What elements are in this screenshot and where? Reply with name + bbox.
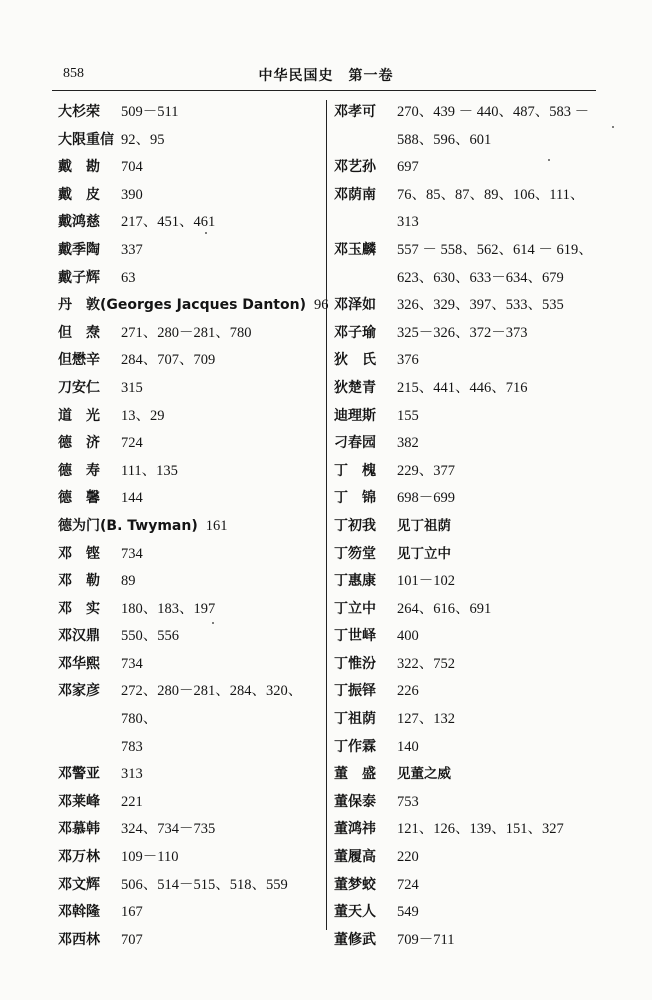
entry-pages: 220: [397, 849, 419, 866]
index-entry: [334, 485, 596, 513]
entry-pages: 167: [121, 904, 143, 921]
entry-name: 刀安仁: [58, 379, 100, 396]
entry-pages: 63: [121, 269, 136, 286]
entry-pages: 161: [205, 517, 228, 534]
entry-name: 邓荫南: [334, 186, 376, 203]
entry-pages: 509－511: [121, 104, 179, 120]
index-entry: [334, 568, 596, 596]
entry-pages: 见董之威: [397, 766, 451, 783]
index-entry: [58, 430, 320, 458]
index-entry: [58, 596, 320, 624]
index-entry: [334, 154, 596, 182]
index-entry: [334, 623, 596, 651]
entry-pages: 322、752: [397, 655, 455, 672]
entry-name: 邓西林: [58, 931, 100, 948]
entry-name: 丁初我: [334, 517, 376, 534]
entry-name: 丁笏堂: [334, 545, 376, 562]
entry-pages: 111、135: [121, 462, 178, 479]
entry-name: 丁 锦: [334, 490, 376, 507]
entry-pages: 550、556: [121, 628, 179, 645]
index-entry: [58, 872, 320, 900]
index-entry: [334, 596, 596, 624]
entry-name: 戴 勘: [58, 159, 100, 176]
entry-name: 大限重信: [58, 131, 114, 148]
entry-name: 邓子瑜: [334, 324, 376, 341]
entry-pages: 180、183、197: [121, 600, 216, 617]
index-entry: [58, 209, 320, 237]
entry-name: 戴子辉: [58, 269, 100, 286]
scan-speck: [548, 159, 550, 161]
entry-name: 迪理斯: [334, 407, 376, 424]
entry-name: 大杉荣: [58, 104, 100, 120]
index-entry: [58, 623, 320, 651]
index-entry: [58, 403, 320, 431]
entry-name: 德为门(B. Twyman): [58, 517, 198, 534]
entry-name: 邓 铿: [58, 545, 100, 562]
index-entry: [58, 127, 320, 155]
entry-pages: 400: [397, 628, 419, 645]
entry-name: 邓玉麟: [334, 241, 376, 258]
entry-name: 邓文辉: [58, 876, 100, 893]
index-entry: [334, 651, 596, 679]
entry-pages: 704: [121, 159, 143, 176]
index-column-left: [58, 99, 329, 954]
entry-pages: 见丁立中: [397, 545, 451, 562]
entry-name: 邓艺孙: [334, 159, 376, 176]
entry-name: 但懋辛: [58, 352, 100, 369]
index-entry: [58, 265, 320, 293]
entry-pages: 155: [397, 407, 419, 424]
entry-pages: 724: [397, 876, 419, 893]
entry-pages-continued: 783: [121, 738, 143, 755]
entry-name: 戴鸿慈: [58, 214, 100, 231]
index-entry: [334, 734, 596, 762]
header-rule: [52, 90, 596, 91]
entry-pages: 707: [121, 931, 143, 948]
entry-pages-continued: 588、596、601: [397, 131, 492, 148]
entry-name: 邓警亚: [58, 766, 100, 783]
index-entry: [334, 403, 596, 431]
index-entry: [58, 485, 320, 513]
entry-pages: 697: [397, 159, 419, 176]
index-entry: [58, 789, 320, 817]
index-entry: [58, 927, 320, 955]
entry-name: 丁世峄: [334, 628, 376, 645]
index-entry: [334, 458, 596, 486]
entry-pages: 326、329、397、533、535: [397, 297, 564, 314]
index-entry: [58, 513, 320, 541]
index-entry: [334, 375, 596, 403]
entry-name: 狄 氏: [334, 352, 376, 369]
entry-pages: 284、707、709: [121, 352, 216, 369]
entry-pages: 390: [121, 186, 143, 203]
entry-name: 德 寿: [58, 462, 100, 479]
entry-pages: 144: [121, 490, 143, 507]
scan-speck: [612, 126, 614, 128]
entry-pages-continued: 623、630、633－634、679: [397, 269, 564, 286]
entry-pages: 215、441、446、716: [397, 379, 528, 396]
entry-pages: 313: [121, 766, 143, 783]
entry-pages: 270、439 － 440、487、583 －: [397, 104, 590, 120]
entry-pages: 13、29: [121, 407, 165, 424]
entry-pages: 337: [121, 241, 143, 258]
entry-name: 董天人: [334, 904, 376, 921]
entry-pages: 324、734－735: [121, 821, 216, 838]
entry-pages: 见丁祖荫: [397, 517, 451, 534]
entry-name: 丁惟汾: [334, 655, 376, 672]
index-entry: [334, 706, 596, 734]
entry-name: 邓家彦: [58, 683, 100, 700]
entry-name: 丁立中: [334, 600, 376, 617]
entry-pages: 315: [121, 379, 143, 396]
entry-pages: 272、280－281、284、320、780、: [121, 683, 303, 728]
entry-pages: 264、616、691: [397, 600, 492, 617]
entry-name: 邓泽如: [334, 297, 376, 314]
index-entry: [334, 761, 596, 789]
index-entry: [58, 844, 320, 872]
entry-pages: 217、451、461: [121, 214, 216, 231]
entry-pages: 724: [121, 435, 143, 452]
entry-name: 邓华熙: [58, 655, 100, 672]
index-entry: [334, 237, 596, 265]
entry-name: 德 济: [58, 435, 100, 452]
entry-name: 丁 槐: [334, 462, 376, 479]
entry-name: 邓斡隆: [58, 904, 100, 921]
index-entry: [58, 182, 320, 210]
entry-pages: 271、280－281、780: [121, 324, 252, 341]
index-entry: [334, 678, 596, 706]
entry-name: 董鸿祎: [334, 821, 376, 838]
entry-name: 董梦蛟: [334, 876, 376, 893]
entry-name: 狄楚青: [334, 379, 376, 396]
entry-pages: 121、126、139、151、327: [397, 821, 564, 838]
index-entry: [58, 761, 320, 789]
entry-pages: 101－102: [397, 573, 455, 590]
index-entry: [334, 99, 596, 127]
entry-pages: 140: [397, 738, 419, 755]
entry-pages: 382: [397, 435, 419, 452]
entry-pages: 549: [397, 904, 419, 921]
entry-pages: 89: [121, 573, 136, 590]
entry-pages: 229、377: [397, 462, 455, 479]
index-entry: [334, 872, 596, 900]
index-entry: [334, 513, 596, 541]
index-entry: [58, 568, 320, 596]
entry-name: 邓慕韩: [58, 821, 100, 838]
entry-name: 董修武: [334, 931, 376, 948]
index-entry: [58, 899, 320, 927]
index-entry: [58, 375, 320, 403]
entry-pages: 226: [397, 683, 419, 700]
index-entry: [334, 541, 596, 569]
entry-name: 丁作霖: [334, 738, 376, 755]
entry-name: 董保泰: [334, 793, 376, 810]
entry-name: 邓 实: [58, 600, 100, 617]
index-entry: [58, 541, 320, 569]
scan-speck: [212, 622, 214, 624]
entry-name: 丁惠康: [334, 573, 376, 590]
index-entry: [334, 347, 596, 375]
entry-pages: 127、132: [397, 711, 455, 728]
entry-name: 戴 皮: [58, 186, 100, 203]
book-title: 中华民国史 第一卷: [258, 68, 394, 84]
index-entry: [58, 292, 329, 320]
entry-name: 董履高: [334, 849, 376, 866]
entry-name: 丹 敦(Georges Jacques Danton): [58, 297, 306, 314]
index-entry: [58, 347, 320, 375]
index-entry: [58, 458, 320, 486]
entry-pages: 376: [397, 352, 419, 369]
index-entry: [58, 678, 320, 733]
entry-name: 但 焘: [58, 324, 100, 341]
entry-pages: 698－699: [397, 490, 455, 507]
index-entry: [58, 154, 320, 182]
entry-name: 丁祖荫: [334, 711, 376, 728]
entry-pages: 96: [314, 297, 329, 314]
running-header: [63, 60, 589, 90]
entry-pages: 325－326、372－373: [397, 324, 528, 341]
index-entry: [58, 320, 320, 348]
entry-pages: 753: [397, 793, 419, 810]
entry-pages: 109－110: [121, 849, 179, 866]
index-entry: [58, 816, 320, 844]
entry-name: 邓汉鼎: [58, 628, 100, 645]
index-entry: [58, 651, 320, 679]
index-entry: [334, 292, 596, 320]
entry-pages: 734: [121, 655, 143, 672]
entry-name: 邓孝可: [334, 104, 376, 120]
scan-speck: [205, 232, 207, 234]
index-entry: [334, 320, 596, 348]
entry-name: 董 盛: [334, 766, 376, 783]
entry-pages: 221: [121, 793, 143, 810]
index-entry: [334, 816, 596, 844]
entry-name: 道 光: [58, 407, 100, 424]
entry-name: 丁振铎: [334, 683, 376, 700]
index-entry: [334, 844, 596, 872]
index-entry: [334, 789, 596, 817]
entry-pages: 709－711: [397, 931, 455, 948]
entry-name: 邓 勒: [58, 573, 100, 590]
index-entry: [334, 182, 596, 237]
index-entry: [58, 99, 320, 127]
index-entry: [334, 899, 596, 927]
entry-name: 刁春园: [334, 435, 376, 452]
entry-name: 邓莱峰: [58, 793, 100, 810]
index-entry: [334, 430, 596, 458]
entry-pages: 506、514－515、518、559: [121, 876, 288, 893]
page-number: 858: [63, 66, 84, 81]
index-entry: [58, 237, 320, 265]
entry-pages: 734: [121, 545, 143, 562]
entry-name: 戴季陶: [58, 241, 100, 258]
entry-name: 德 馨: [58, 490, 100, 507]
index-entry: [334, 927, 596, 955]
entry-pages: 76、85、87、89、106、111、313: [397, 186, 585, 231]
entry-name: 邓万林: [58, 849, 100, 866]
column-divider: [326, 100, 327, 930]
index-column-right: [334, 99, 596, 954]
entry-pages: 92、95: [121, 131, 165, 148]
entry-pages: 557 － 558、562、614 － 619、: [397, 241, 593, 258]
